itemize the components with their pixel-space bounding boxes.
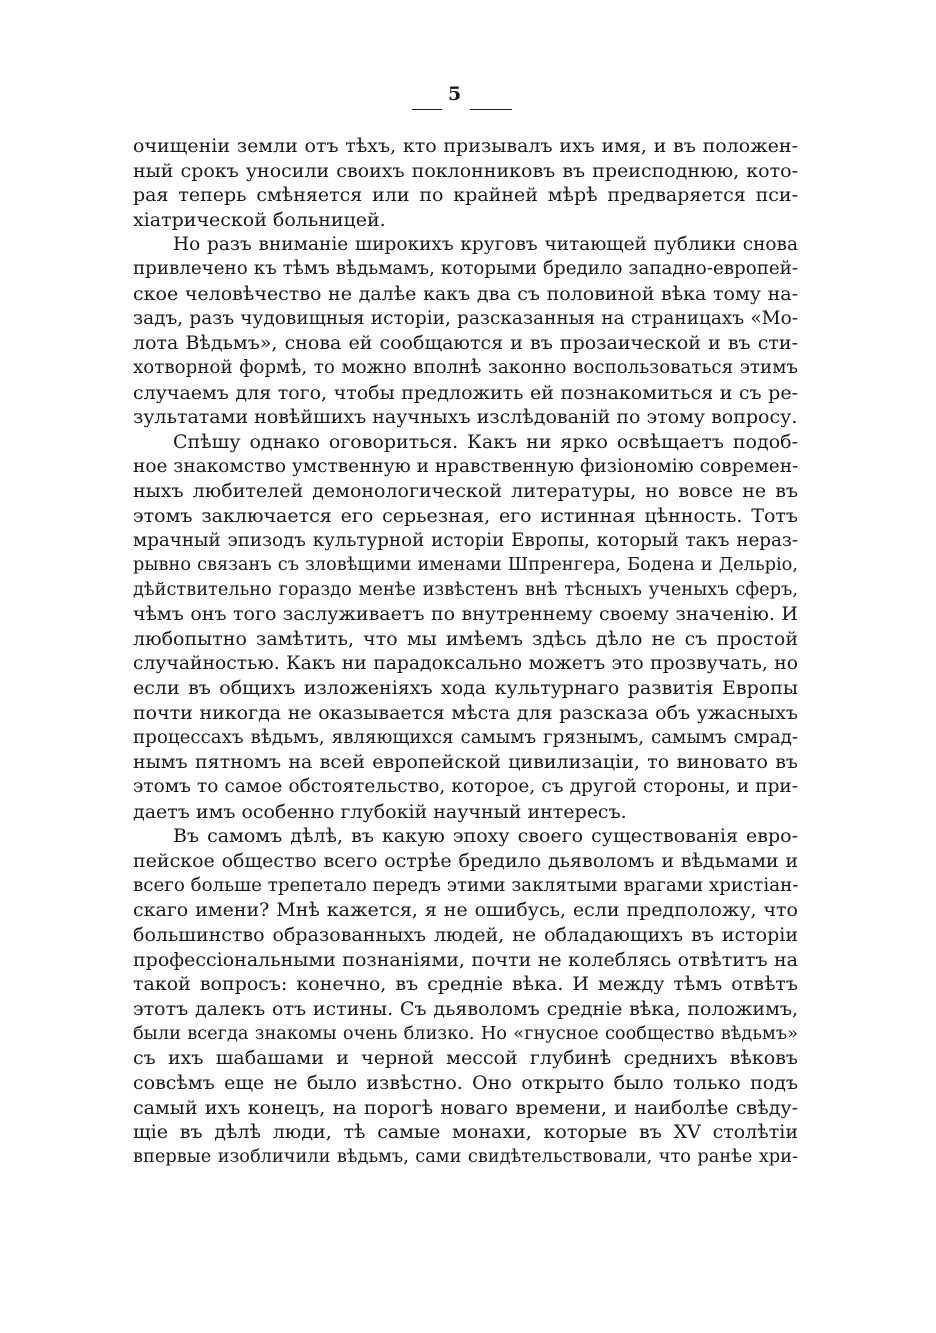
text-line: были всегда знакомы очень близко. Но «гнусное сообщество вѣдьмъ» <box>133 1023 798 1044</box>
text-line: впервые изобличили вѣдьмъ, сами свидѣтельствовали, что ранѣе хри- <box>133 1146 798 1167</box>
text-line: этотъ далекъ отъ истины. Съ дьяволомъ среднiе вѣка, положимъ, <box>133 997 798 1020</box>
text-line: ское человѣчество не далѣе какъ два съ половиной вѣка тому на- <box>133 282 798 305</box>
text-line: щiе въ дѣлѣ люди, тѣ самые монахи, которые въ XV столѣтiи <box>133 1121 798 1144</box>
text-line: всего больше трепетало передъ этими заклятыми врагами христiан- <box>133 874 799 896</box>
text-line: ное знакомство умственную и нравственную физiономiю современ- <box>133 455 799 477</box>
text-line: нымъ пятномъ на всей европейской цивилизацiи, то виновато въ <box>133 751 798 774</box>
text-line: случайностью. Какъ ни парадоксально можетъ это прозвучать, но <box>133 652 798 674</box>
text-line: почти никогда не оказывается мѣста для разсказа объ ужасныхъ <box>133 702 798 725</box>
page-header <box>0 84 936 114</box>
text-line: мрачный эпизодъ культурной исторiи Европы, который такъ нераз- <box>133 529 798 551</box>
text-line: самый ихъ конецъ, на порогѣ новаго времени, и наиболѣе свѣду- <box>133 1096 798 1119</box>
text-line: чѣмъ онъ того заслуживаетъ по внутреннему своему значенiю. И <box>133 603 798 626</box>
text-line: если въ общихъ изложенiяхъ хода культурнаго развитiя Европы <box>133 677 798 700</box>
text-line: профессiональными познанiями, почти не колеблясь отвѣтитъ на <box>133 948 798 971</box>
text-line: дѣйствительно гораздо менѣе извѣстенъ внѣ тѣсныхъ ученыхъ сферъ, <box>133 579 798 600</box>
text-line: рая теперь смѣняется или по крайней мѣрѣ предваряется пси- <box>133 184 798 207</box>
text-line: съ ихъ шабашами и черной мессой глубинѣ среднихъ вѣковъ <box>133 1047 798 1070</box>
text-line: Въ самомъ дѣлѣ, въ какую эпоху своего существованiя евро- <box>173 825 798 848</box>
text-line: Спѣшу однако оговориться. Какъ ни ярко освѣщаетъ подоб- <box>173 430 798 453</box>
text-line: лота Вѣдьмъ», снова ей сообщаются и въ прозаической и въ сти- <box>133 332 798 355</box>
text-line: процессахъ вѣдьмъ, являющихся самымъ грязнымъ, самымъ смрад- <box>133 726 798 748</box>
text-line: этомъ то самое обстоятельство, которое, съ другой стороны, и при- <box>133 776 798 798</box>
text-line: даетъ имъ особенно глубокiй научный интересъ. <box>133 800 627 823</box>
text-line: скаго имени? Мнѣ кажется, я не ошибусь, если предположу, что <box>133 899 798 922</box>
text-line: зультатами новѣйшихъ научныхъ изслѣдованiй по этому вопросу. <box>133 406 798 429</box>
text-line: этомъ заключается его серьезная, его истинная цѣнность. Тотъ <box>133 504 798 527</box>
text-line: любопытно замѣтить, что мы имѣемъ здѣсь дѣло не съ простой <box>133 628 798 651</box>
text-line: пейское общество всего острѣе бредило дьяволомъ и вѣдьмами и <box>133 850 798 873</box>
header-rule-left <box>412 109 442 110</box>
text-line: совсѣмъ еще не было извѣстно. Оно открыто было только подъ <box>133 1071 798 1094</box>
text-line: привлечено къ тѣмъ вѣдьмамъ, которыми бредило западно-европей- <box>133 258 798 280</box>
text-line: большинство образованныхъ людей, не обладающихъ въ исторiи <box>133 924 798 946</box>
page-number: 5 <box>448 83 462 105</box>
text-line: хiатрической больницей. <box>133 208 386 231</box>
text-line: случаемъ для того, чтобы предложить ей познакомиться и съ ре- <box>133 381 798 404</box>
text-line: такой вопросъ: конечно, въ среднiе вѣка. И между тѣмъ отвѣтъ <box>133 973 798 996</box>
text-line: очищенiи земли отъ тѣхъ, кто призывалъ ихъ имя, и въ положен- <box>133 135 798 157</box>
text-line: ныхъ любителей демонологической литературы, но вовсе не въ <box>133 480 798 503</box>
text-line: Но разъ вниманiе широкихъ круговъ читающей публики снова <box>173 233 798 255</box>
header-rule-right <box>470 109 512 110</box>
body-text <box>133 134 798 1170</box>
text-line: задъ, разъ чудовищныя исторiи, разсказанныя на страницахъ «Мо- <box>133 307 798 329</box>
text-line: хотворной формѣ, то можно вполнѣ законно воспользоваться этимъ <box>133 356 798 378</box>
text-line: ный срокъ уносили своихъ поклонниковъ въ преисподнюю, кото- <box>133 159 798 182</box>
text-line: рывно связанъ съ зловѣщими именами Шпренгера, Бодена и Дельрiо, <box>133 555 798 576</box>
